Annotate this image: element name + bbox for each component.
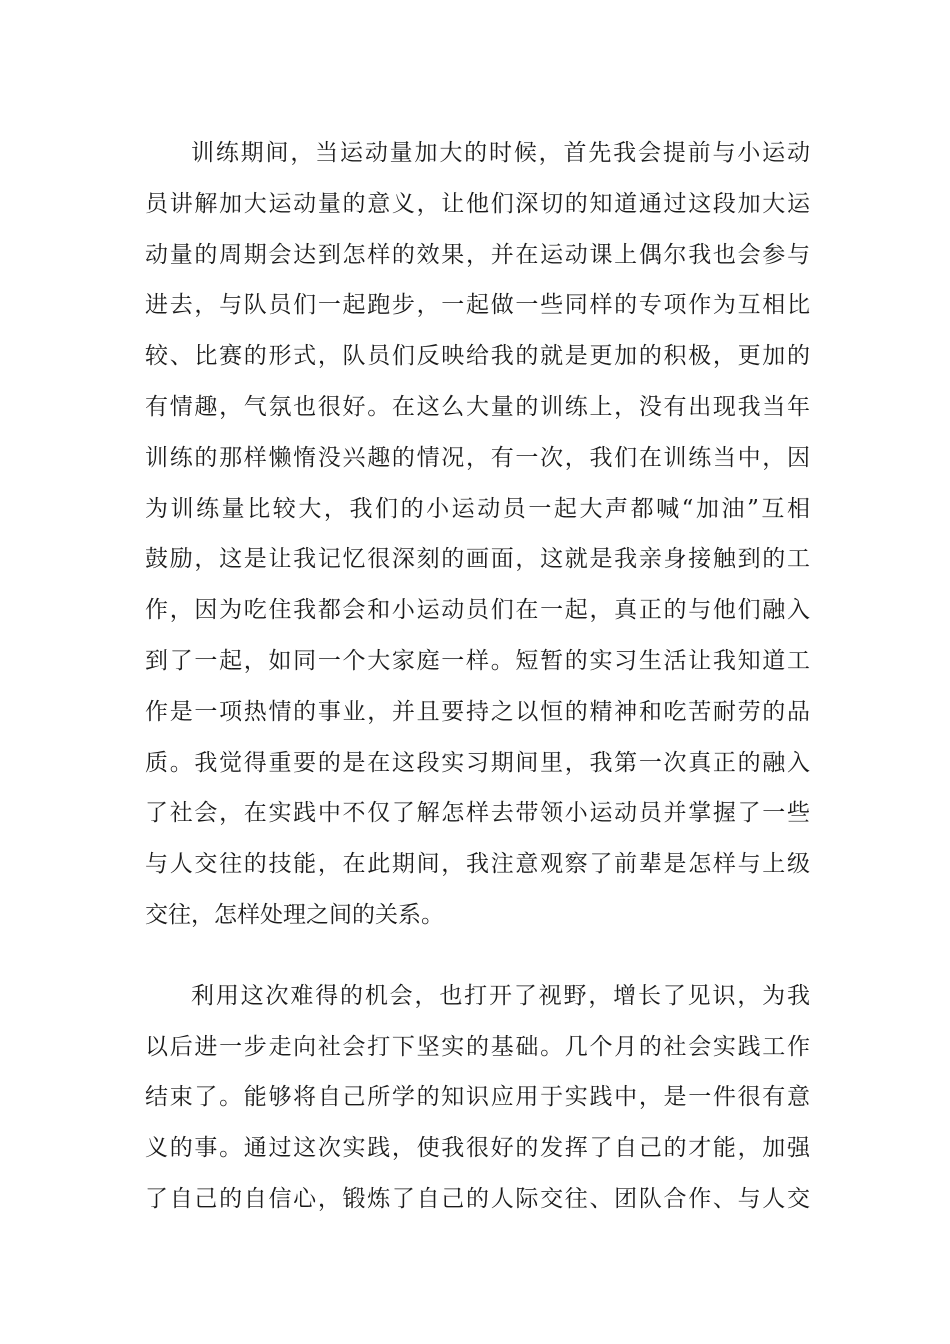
text-line: 进去，与队员们一起跑步，一起做一些同样的专项作为互相比 xyxy=(145,292,810,319)
text-line: 了社会，在实践中不仅了解怎样去带领小运动员并掌握了一些 xyxy=(145,800,810,827)
text-line: 交往，怎样处理之间的关系。 xyxy=(145,901,444,928)
text-line: 义的事。通过这次实践，使我很好的发挥了自己的才能，加强 xyxy=(145,1135,810,1162)
text-line: 质。我觉得重要的是在这段实习期间里，我第一次真正的融入 xyxy=(145,749,810,776)
text-line: 动量的周期会达到怎样的效果，并在运动课上偶尔我也会参与 xyxy=(145,241,810,268)
text-line: 训练期间，当运动量加大的时候，首先我会提前与小运动 xyxy=(191,140,810,166)
text-line: 为训练量比较大，我们的小运动员一起大声都喊“加油”互相 xyxy=(145,495,810,522)
paragraph-1 xyxy=(145,128,810,941)
text-line: 到了一起，如同一个大家庭一样。短暂的实习生活让我知道工 xyxy=(145,647,810,674)
text-line: 较、比赛的形式，队员们反映给我的就是更加的积极，更加的 xyxy=(145,343,810,370)
text-line: 了自己的自信心，锻炼了自己的人际交往、团队合作、与人交 xyxy=(145,1185,810,1212)
text-line: 员讲解加大运动量的意义，让他们深切的知道通过这段加大运 xyxy=(145,190,810,217)
text-line: 作，因为吃住我都会和小运动员们在一起，真正的与他们融入 xyxy=(145,597,810,624)
text-line: 有情趣，气氛也很好。在这么大量的训练上，没有出现我当年 xyxy=(145,393,810,420)
text-line: 鼓励，这是让我记忆很深刻的画面，这就是我亲身接触到的工 xyxy=(145,546,810,573)
paragraph-gap xyxy=(145,941,810,971)
text-line: 以后进一步走向社会打下坚实的基础。几个月的社会实践工作 xyxy=(145,1033,810,1060)
paragraph-2 xyxy=(145,971,810,1225)
text-line: 与人交往的技能，在此期间，我注意观察了前辈是怎样与上级 xyxy=(145,851,810,878)
text-line: 训练的那样懒惰没兴趣的情况，有一次，我们在训练当中，因 xyxy=(145,444,810,471)
text-line: 利用这次难得的机会，也打开了视野，增长了见识，为我 xyxy=(191,982,810,1009)
text-line: 结束了。能够将自己所学的知识应用于实践中，是一件很有意 xyxy=(145,1084,810,1111)
document-body xyxy=(145,128,810,1225)
text-line: 作是一项热情的事业，并且要持之以恒的精神和吃苦耐劳的品 xyxy=(145,698,810,725)
